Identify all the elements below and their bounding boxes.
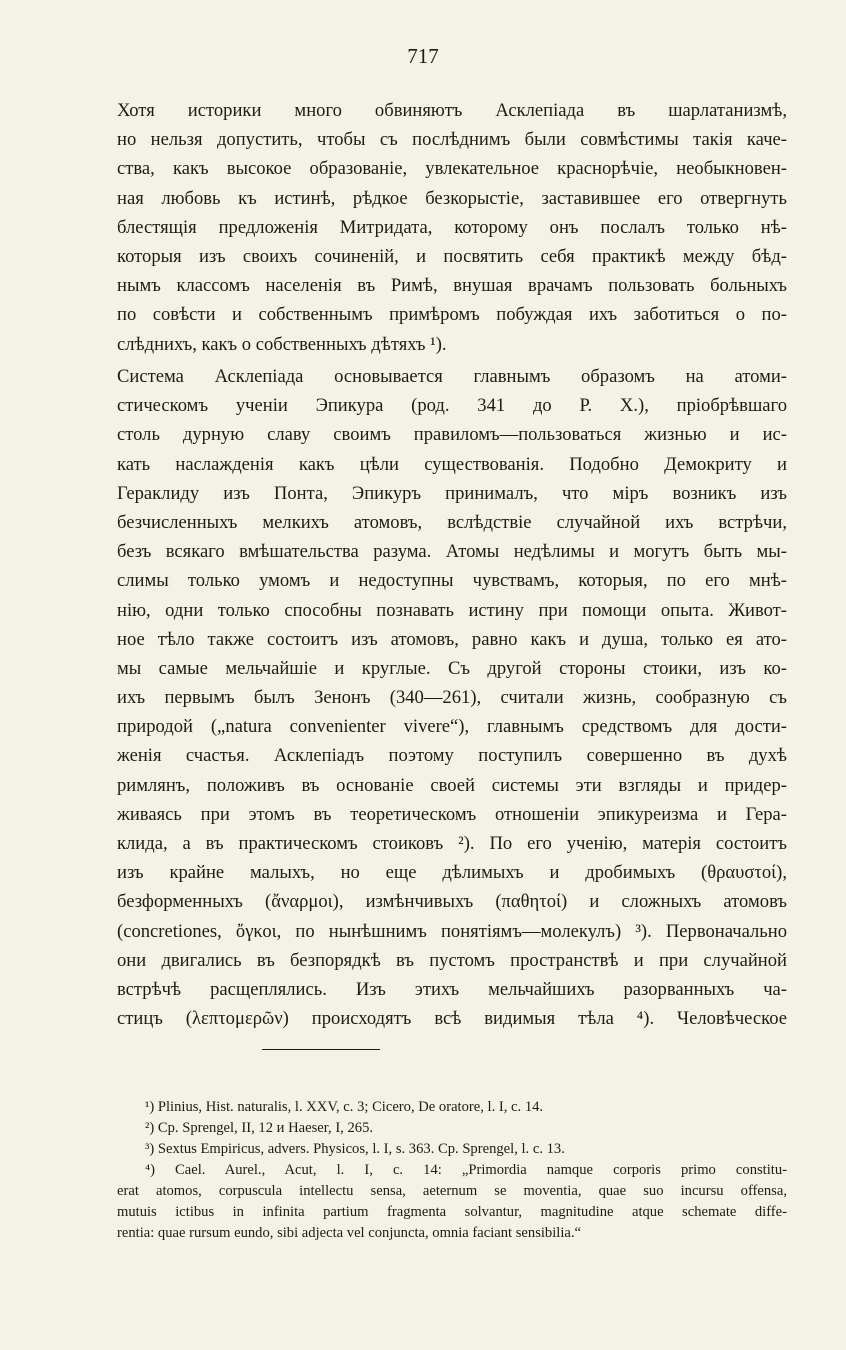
text-line: ная любовь къ истинѣ, рѣдкое безкорыстіе, заставившее его отвергнуть (117, 187, 787, 209)
text-line: ихъ первымъ былъ Зенонъ (340—261), считали жизнь, сообразную съ (117, 687, 787, 709)
text-line: нію, одни только способны познавать истину при помощи опыта. Живот- (117, 599, 787, 621)
footnote-4-continued: erat atomos, corpuscula intellectu sensa, aeternum se moventia, quae suo incursu offensa, (117, 1183, 787, 1199)
text-line: римлянъ, положивъ въ основаніе своей системы эти взгляды и придер- (117, 774, 787, 796)
footnotes (117, 1097, 787, 1244)
footnote-1: ¹) Plinius, Hist. naturalis, l. XXV, c. 3; Cicero, De oratore, l. I, c. 14. (145, 1099, 544, 1115)
footnote-divider (262, 1049, 380, 1050)
text-line: безчисленныхъ мелкихъ атомовъ, вслѣдствіе случайной ихъ встрѣчи, (117, 511, 787, 533)
page-number: 717 (407, 44, 439, 68)
paragraph-2 (117, 362, 787, 1033)
text-line: ства, какъ высокое образованіе, увлекательное краснорѣчіе, необыкновен- (117, 158, 787, 180)
text-line: безъ всякаго вмѣшательства разума. Атомы недѣлимы и могутъ быть мы- (117, 541, 787, 563)
text-line: слѣднихъ, какъ о собственныхъ дѣтяхъ ¹). (117, 333, 447, 355)
text-line: которыя изъ своихъ сочиненій, и посвятить себя практикѣ между бѣд- (117, 245, 787, 267)
text-line: слимы только умомъ и недоступны чувствамъ, которыя, по его мнѣ- (117, 570, 787, 592)
text-line: но нельзя допустить, чтобы съ послѣднимъ были совмѣстимы такія каче- (117, 129, 787, 151)
footnote-4-continued: rentia: quae rursum eundo, sibi adjecta vel conjuncta, omnia faciant sensibilia.“ (117, 1225, 581, 1241)
text-line: безформенныхъ (ἄναρμοι), измѣнчивыхъ (παθητοί) и сложныхъ атомовъ (117, 891, 787, 913)
text-line: встрѣчѣ расщеплялись. Изъ этихъ мельчайшихъ разорванныхъ ча- (117, 978, 787, 1000)
text-line: Гераклиду изъ Понта, Эпикуръ принималъ, что міръ возникъ изъ (117, 482, 787, 504)
text-line: Система Асклепіада основывается главнымъ образомъ на атоми- (117, 366, 787, 387)
text-line: они двигались въ безпорядкѣ въ пустомъ пространствѣ и при случайной (117, 949, 787, 971)
text-line: мы самые мельчайшіе и круглые. Съ другой стороны стоики, изъ ко- (117, 657, 787, 679)
text-line: женія счастья. Асклепіадъ поэтому поступилъ совершенно въ духѣ (117, 745, 787, 767)
paragraph-1 (117, 96, 787, 359)
text-line: стическомъ ученіи Эпикура (род. 341 до Р. Х.), пріобрѣвшаго (117, 395, 787, 417)
text-line: природой („natura convenienter vivere“), главнымъ средствомъ для дости- (117, 716, 787, 738)
text-line: Хотя историки много обвиняютъ Асклепіада въ шарлатанизмѣ, (117, 100, 787, 121)
text-line: живаясь при этомъ въ теоретическомъ отношеніи эпикуреизма и Гера- (117, 803, 787, 825)
text-line: по совѣсти и собственнымъ примѣромъ побуждая ихъ заботиться о по- (117, 304, 787, 326)
footnote-2: ²) Cp. Sprengel, II, 12 и Haeser, I, 265. (145, 1120, 374, 1136)
footnote-4-continued: mutuis ictibus in infinita partium fragmenta solvantur, magnitudine atque schemate diffe- (117, 1204, 787, 1220)
text-line: стицъ (λεπτομερῶν) происходятъ всѣ видимыя тѣла ⁴). Человѣческое (117, 1008, 787, 1030)
text-line: кать наслажденія какъ цѣли существованія. Подобно Демокриту и (117, 453, 787, 475)
text-line: клида, а въ практическомъ стоиковъ ²). По его ученію, матерія состоитъ (117, 833, 787, 854)
text-line: ное тѣло также состоитъ изъ атомовъ, равно какъ и душа, только ея ато- (117, 628, 787, 650)
footnote-4: ⁴) Cael. Aurel., Acut, l. I, c. 14: „Primordia namque corporis primo constitu- (145, 1162, 787, 1178)
text-line: столь дурную славу своимъ правиломъ—пользоваться жизнью и ис- (117, 424, 787, 446)
text-line: блестящія предложенія Митридата, которому онъ послалъ только нѣ- (117, 216, 787, 238)
text-line: изъ крайне малыхъ, но еще дѣлимыхъ и дробимыхъ (θραυστοί), (117, 862, 787, 884)
footnote-3: ³) Sextus Empiricus, advers. Physicos, l. I, s. 363. Cp. Sprengel, l. c. 13. (145, 1141, 565, 1157)
text-line: (concretiones, ὄγκοι, по нынѣшнимъ понятіямъ—молекулъ) ³). Первоначально (117, 920, 787, 942)
text-line: нымъ классомъ населенія въ Римѣ, внушая врачамъ пользовать больныхъ (117, 275, 787, 297)
